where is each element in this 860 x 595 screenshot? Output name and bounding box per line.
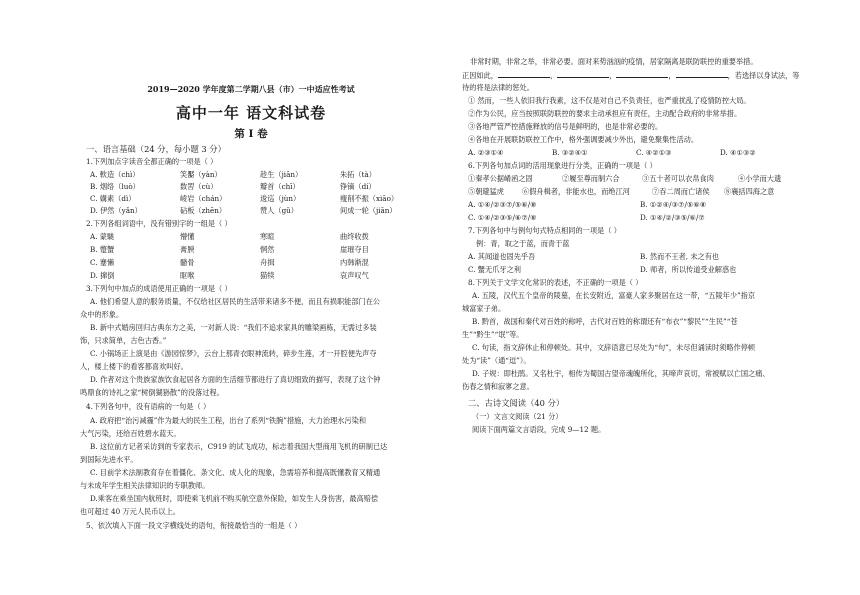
sentence-item: ③各地严管严控措施释放的信号是鲜明的，也是非常必要的。: [468, 122, 663, 131]
q2-option: 寒暄: [260, 232, 275, 241]
q3-option-d: D. 作者对这个贵族家族饮食起居各方面的生活细节都进行了真切细致的描写，表现了这个钟: [90, 375, 381, 384]
q3-option-b: B. 新中式婚房回归古典东方之美，一对新人说：“我们不追求家具的雕梁画栋，无需过多装: [90, 323, 377, 332]
sentence-item: ① 然而，一些人依旧我行我素，这不仅是对自己不负责任，也严重扰乱了疫情防控大局。: [468, 96, 751, 105]
q1-option: 数罟（cù）: [180, 182, 218, 191]
q2-option: 舟揖: [260, 258, 275, 267]
q3-option-a: 众中的形象。: [80, 310, 124, 319]
part2-subheading: （一）文言文阅读（21 分）: [472, 412, 563, 421]
q3-stem: 3.下列句中加点的成语使用正确的一项是（ ）: [86, 284, 232, 293]
answer-blank: [498, 70, 550, 78]
q1-option: 瘦削不振（xiāo）: [340, 194, 399, 203]
q1-option: 逡巡（jùn）: [260, 194, 301, 203]
q2-stem: 2.下列各组词语中，没有错别字的一组是（ ）: [86, 219, 232, 228]
exam-title: 2019—2020 学年度第二学期八县（市）一中适应性考试: [147, 84, 355, 94]
q5-option: B. ③②④①: [552, 148, 588, 157]
q4-option-c: 与未成年学生相关法律知识的专职教师。: [80, 481, 210, 490]
q8-option-d: 伤春之情和寂寥之意。: [462, 382, 534, 391]
q2-option: 崖璀夺目: [340, 245, 369, 254]
q1-stem: 1.下列加点字读音全都正确的一项是（ ）: [86, 157, 218, 166]
q1-option: 铮镝（dí）: [340, 182, 376, 191]
sentence-item: ②作为公民，应当按照联防联控的要求主动承担应有责任，主动配合政府的非常举措。: [468, 109, 742, 118]
q6-option: A. ①④/②③⑦/⑤⑥/⑧: [468, 200, 537, 209]
q2-option: 髓骨: [180, 258, 195, 267]
q6-item: ②履至尊而制六合: [562, 174, 620, 183]
q2-option: 内韩渐混: [340, 258, 369, 267]
q6-item: ⑥假舟楫者，非能水也，而绝江河: [522, 187, 630, 196]
q1-option: D. 伊然（yǎn）: [90, 206, 142, 215]
q1-option: 笑靨（yàn）: [180, 170, 222, 179]
q3-option-d: 鸣鼎食的诗礼之家“树倒猢狲散”的没落过程。: [80, 388, 224, 397]
answer-blank: [676, 70, 728, 78]
q8-stem: 8.下列关于文学文化常识的表述，不正确的一项是（ ）: [468, 278, 643, 287]
q7-stem: 7.下列各句中与例句句式特点相同的一项是（ ）: [468, 226, 621, 235]
q2-option: 曲终收拨: [340, 232, 369, 241]
q1-option: 间成一轮（jiān）: [340, 206, 397, 215]
answer-blank: [557, 70, 609, 78]
q1-option: B. 烟络（luò）: [90, 182, 140, 191]
q8-option-d: D. 子规：即杜鹃。又名杜宇，相传为蜀国古望帝魂魄所化，其啼声哀切，常被赋以亡国之痛、: [472, 369, 770, 378]
q2-option: 猫犊: [260, 271, 275, 280]
q2-option: 惘然: [260, 245, 275, 254]
q8-option-c: 处为“读”（通“逗”）。: [462, 356, 531, 365]
q5-option: A. ②③①④: [468, 148, 504, 157]
part2-intro: 阅读下面两篇文言语段，完成 9—12 题。: [472, 425, 606, 434]
q1-option: 赞人（gǔ）: [260, 206, 298, 215]
q6-item: ④小学而大遗: [738, 174, 782, 183]
q4-stem: 4.下列各句中，没有语病的一句是（ ）: [86, 402, 211, 411]
q6-item: ⑤朝避猛虎: [468, 187, 504, 196]
answer-blank: [616, 70, 668, 78]
q6-option: B. ①②④/③⑦/⑤⑥⑧: [640, 200, 707, 209]
q4-option-d: D.乘客在乘坐国内航班时，即使乘飞机前不购买航空意外保险，如发生人身伤害，最高赔偿: [90, 494, 379, 503]
section-title: 第 Ⅰ 卷: [234, 128, 268, 140]
q2-option: C. 蹇懒: [90, 258, 115, 267]
q7-option: C. 蟹无爪牙之利: [468, 265, 521, 274]
q6-option: D. ①④/②/③⑤/⑥/⑦: [640, 213, 705, 222]
passage-line: 非常时期，非常之举，非常必要。面对来势汹汹的疫情，居家隔离是联防联控的重要举措。: [470, 57, 758, 66]
q2-option: B. 蹩蟹: [90, 245, 115, 254]
passage-line: 待的将是法律的惩处。: [462, 83, 534, 92]
main-title: 高中一年 语文科试卷: [175, 104, 327, 122]
q5-option: C. ④②①③: [636, 148, 672, 157]
q4-option-d: 也可超过 40 万元人民币以上。: [80, 507, 180, 516]
sentence-item: ④各地在开展联防联控工作中，格外强调要减少外出，避免聚集性活动。: [468, 135, 699, 144]
q4-option-a: A. 政府把“治污减霾”作为最大的民生工程，出台了系列“铁腕”措施，大力治理水污染和: [90, 416, 367, 425]
q7-option: A. 其闻道也固先乎吾: [468, 252, 536, 261]
q2-option: D. 撺倒: [90, 271, 115, 280]
q1-option: 趁生（jiān）: [260, 170, 303, 179]
passage-text: 正因如此，: [462, 71, 498, 80]
q8-option-a: 城富家子弟。: [462, 304, 506, 313]
q6-item: ③五十者可以衣帛食肉: [642, 174, 714, 183]
q8-option-b: B. 黔首，战国和秦代对百姓的称呼，古代对百姓的称谓还有“布衣”“黎民”“生民”“苍: [472, 317, 738, 326]
q5-stem: 5、依次填入下面一段文字横线处的语句，衔接最恰当的一组是（ ）: [86, 521, 302, 530]
q8-option-a: A. 五陵，汉代五个皇帝的陵墓，在长安附近，富豪人家多聚居在这一带，“五陵年少”指京: [472, 291, 756, 300]
q3-option-c: C. 小锅场正上演是由《游园惊梦》，云台上那青衣眼神流转，碎步生莲，才一开腔便先声夺: [90, 349, 377, 358]
q5-option: D. ④①③②: [720, 148, 756, 157]
q1-option: 朱拓（tà）: [340, 170, 376, 179]
q7-option: D. 师者，所以传道受业解惑也: [640, 265, 737, 274]
q8-option-b: 生”“黔生”“氓”等。: [462, 330, 524, 339]
q3-option-b: 饰，只求简单，古色古香。”: [80, 336, 167, 345]
passage-text: ，若选择以身试法，等: [727, 71, 800, 80]
q1-option: 砧板（zhēn）: [180, 206, 227, 215]
part1-heading: 一、语言基础（24 分，每小题 3 分）: [86, 144, 226, 154]
q2-option: 懵懂: [180, 232, 195, 241]
q2-option: 膏腴: [180, 245, 195, 254]
q3-option-c: 人，楼上楼下的看客都喜欢叫好。: [80, 362, 188, 371]
q2-option: 哀声叹气: [340, 271, 369, 280]
q1-option: 瓣首（chī）: [260, 182, 300, 191]
q6-item: ①秦孝公据崤函之固: [468, 174, 533, 183]
q6-stem: 6.下列各句加点词的活用现象进行分类，正确的一项是（ ）: [468, 161, 657, 170]
q7-option: B. 然而不王者, 未之有也: [640, 252, 720, 261]
passage-line-with-blanks: 正因如此， ， ， ， ，若选择以身试法，等: [462, 71, 800, 80]
q1-option: A. 軟造（chì）: [90, 170, 140, 179]
q7-example: 例：青，取之于蓝，而青于蓝: [476, 239, 570, 248]
q1-option: C. 媾素（dì）: [90, 194, 136, 203]
part2-heading: 二、古诗文阅读（40 分）: [468, 398, 565, 408]
q6-item: ⑧襄括四海之意: [724, 187, 775, 196]
q6-item: ⑦吞二周而亡诸侯: [652, 187, 710, 196]
q4-option-b: 到国际先进水平。: [80, 455, 138, 464]
q4-option-a: 大气污染，还给百姓碧水蓝天。: [80, 429, 181, 438]
q2-option: 眍喉: [180, 271, 195, 280]
q4-option-c: C. 目前学术法制教育存在着僵化、条文化、成人化的现象，急需培养和提高既懂教育又精通: [90, 468, 381, 477]
q8-option-c: C. 句读，指文辞休止和停顿处。其中，文辞语意已尽处为“句”，未尽但诵读时须略作停顿: [472, 343, 756, 352]
q1-option: 崚岩（chán）: [180, 194, 227, 203]
q6-option: C. ①④/②③⑤/⑥⑦/⑧: [468, 213, 537, 222]
q2-option: A. 蒙駹: [90, 232, 115, 241]
q3-option-a: A. 他们希望人意的服务质量，不仅给社区居民的生活带来诸多不便，而且有损职能部门在公: [90, 297, 381, 306]
q4-option-b: B. 这位前方记者采访到的专家表示，C919 的试飞成功，标志着我国大型商用飞机的研制已达: [90, 442, 388, 451]
